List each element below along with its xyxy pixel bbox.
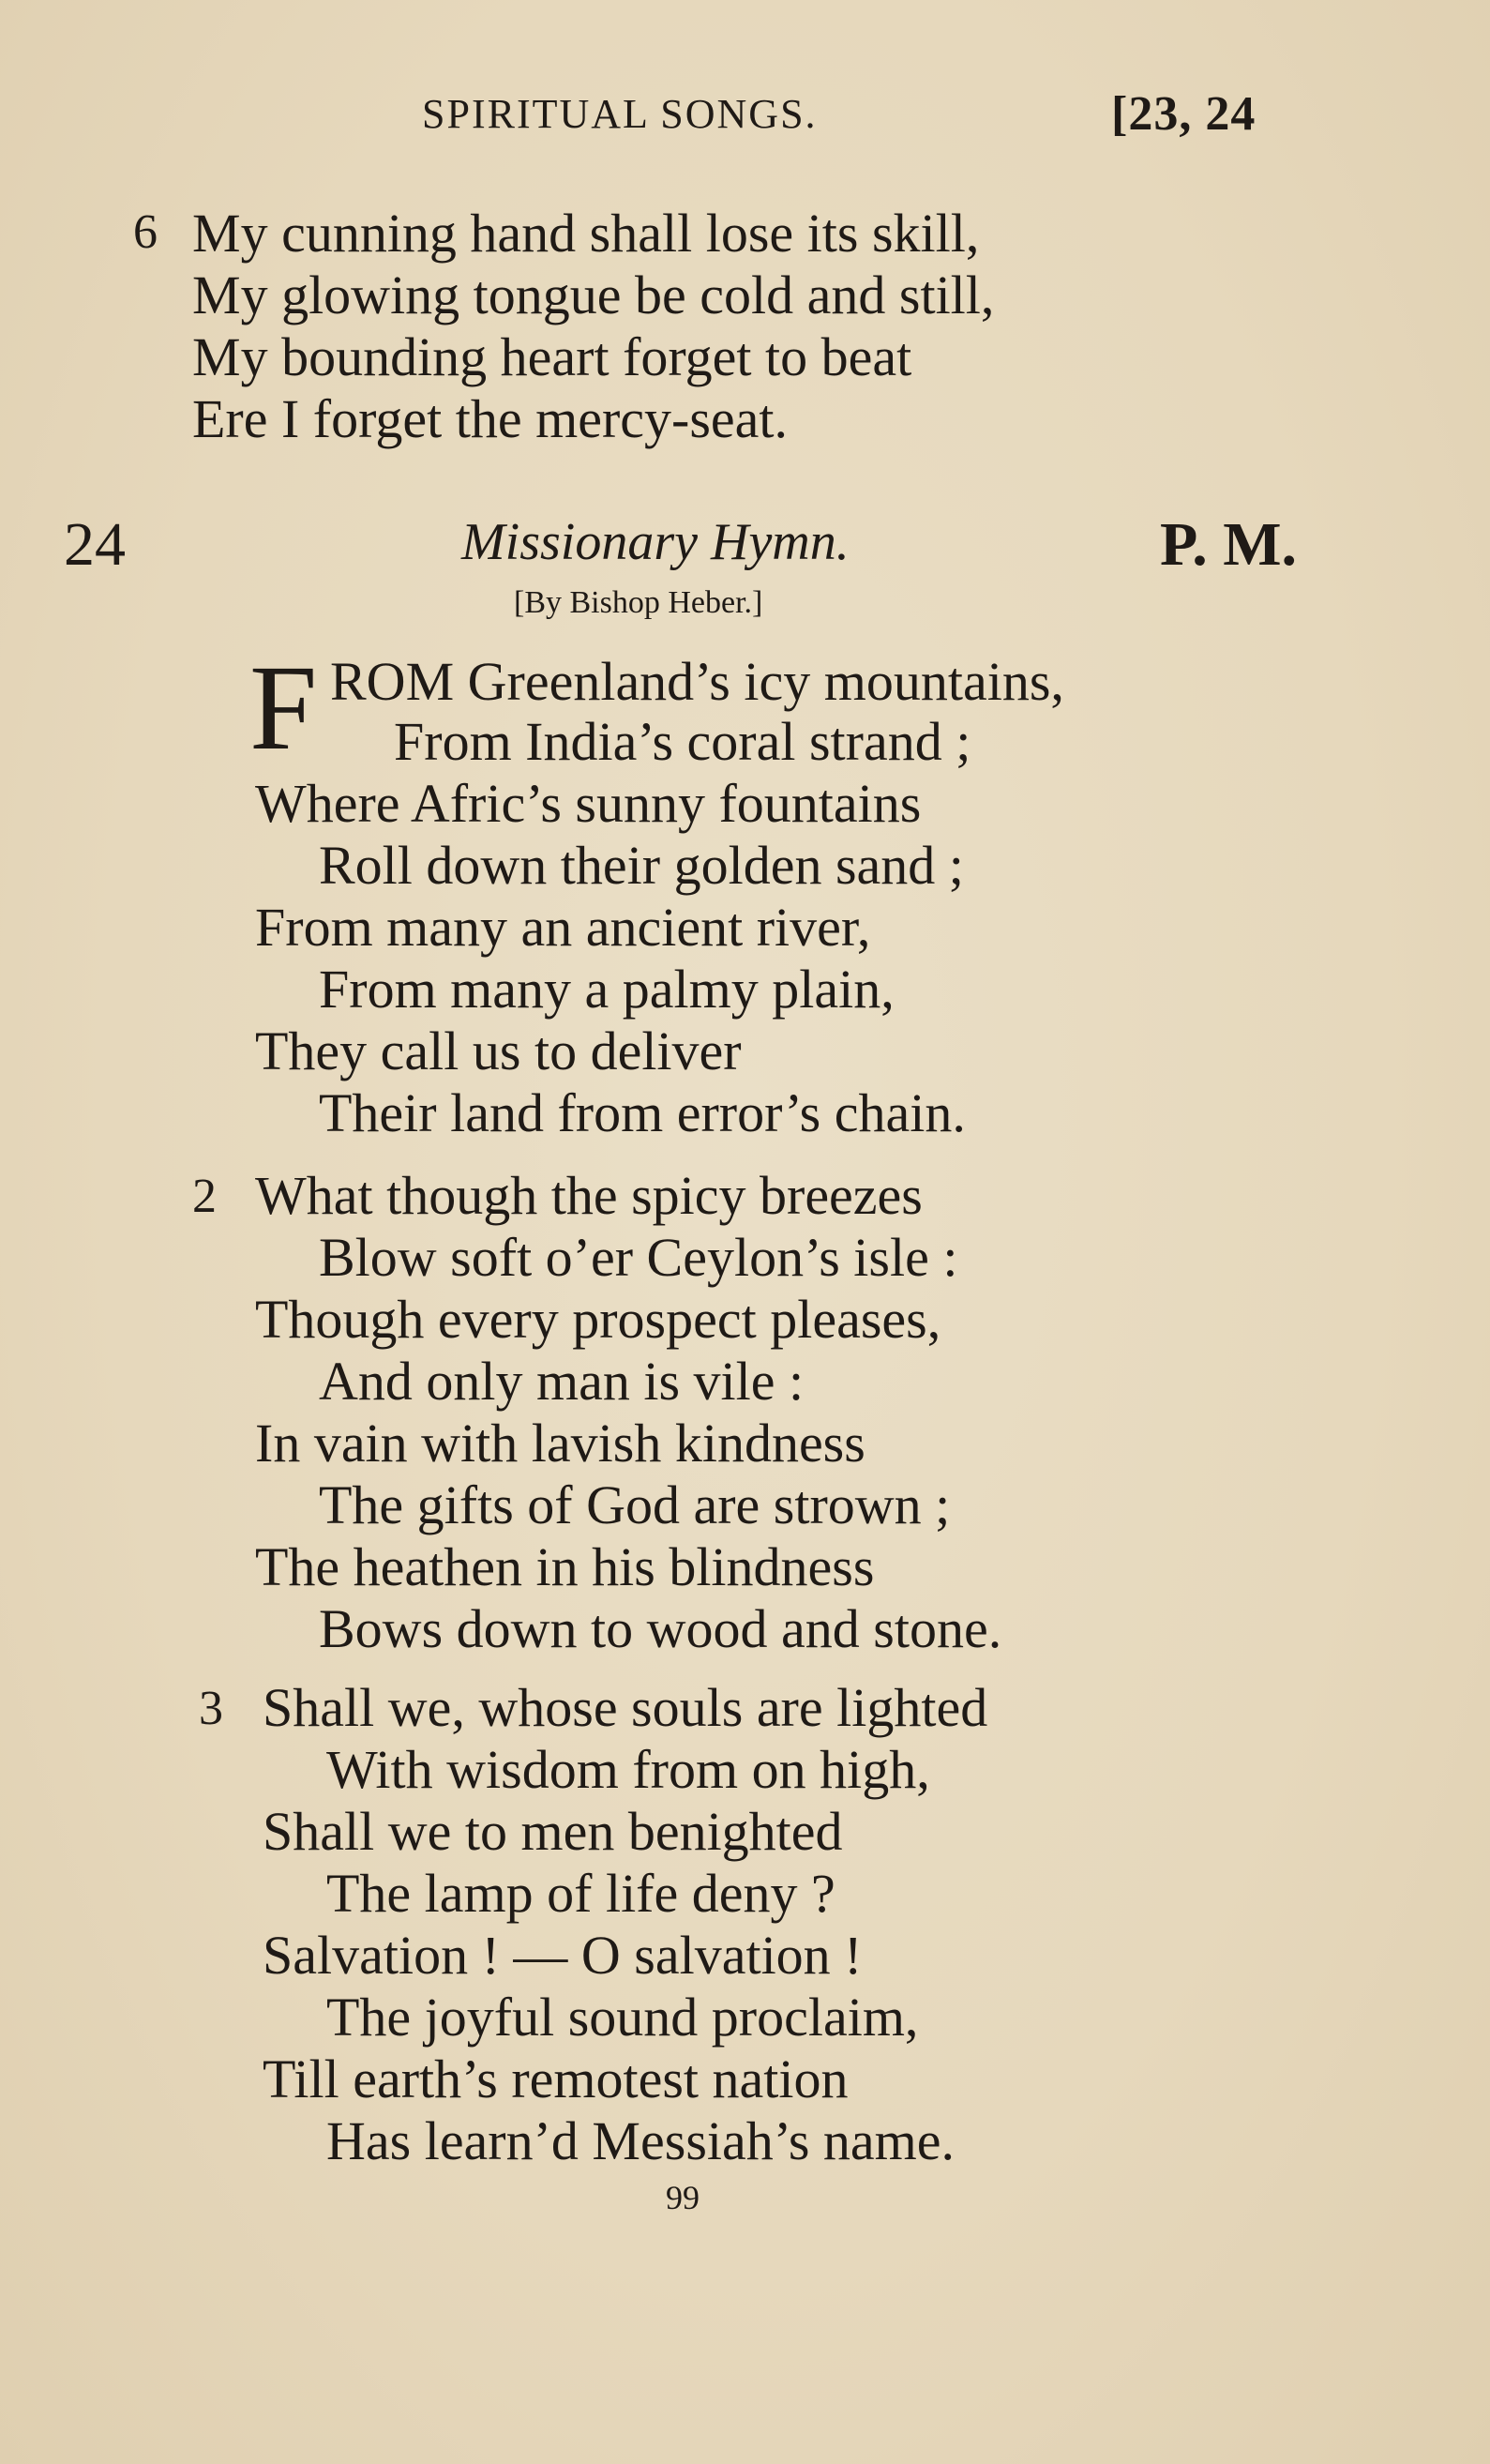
- verse-line: Has learn’d Messiah’s name.: [326, 2110, 956, 2171]
- verse-line: From many a palmy plain,: [319, 959, 895, 1020]
- verse-line: In vain with lavish kindness: [255, 1413, 865, 1474]
- verse-line: The joyful sound proclaim,: [326, 1987, 919, 2048]
- verse-line: Till earth’s remotest nation: [263, 2048, 849, 2109]
- verse-line: The lamp of life deny ?: [326, 1863, 835, 1924]
- hymn-number: 24: [64, 510, 126, 579]
- verse-line: Shall we, whose souls are lighted: [263, 1677, 988, 1738]
- verse-number: 3: [199, 1682, 223, 1735]
- verse-line: With wisdom from on high,: [326, 1739, 930, 1800]
- verse-line: From India’s coral strand ;: [394, 711, 971, 772]
- hymn-attribution: [By Bishop Heber.]: [514, 585, 763, 620]
- verse-line: My cunning hand shall lose its skill,: [192, 203, 980, 264]
- drop-cap: F: [249, 641, 318, 776]
- verse-line: Blow soft o’er Ceylon’s isle :: [319, 1227, 958, 1288]
- verse-line: From many an ancient river,: [255, 897, 871, 958]
- verse-line: My glowing tongue be cold and still,: [192, 265, 995, 325]
- verse-number: 6: [133, 205, 158, 259]
- verse-line: Though every prospect pleases,: [255, 1289, 941, 1350]
- running-header-title: SPIRITUAL SONGS.: [422, 91, 818, 137]
- verse-line: The heathen in his blindness: [255, 1536, 875, 1597]
- verse-line: The gifts of God are strown ;: [319, 1474, 951, 1535]
- verse-line: ROM Greenland’s icy mountains,: [330, 651, 1064, 712]
- hymn-title: Missionary Hymn.: [461, 513, 850, 571]
- verse-line: And only man is vile :: [319, 1351, 805, 1412]
- verse-line: My bounding heart forget to beat: [192, 326, 912, 387]
- verse-line: Ere I forget the mercy-seat.: [192, 388, 788, 449]
- verse-line: Their land from error’s chain.: [319, 1082, 966, 1143]
- verse-line: Where Afric’s sunny fountains: [255, 773, 922, 834]
- verse-line: Roll down their golden sand ;: [319, 835, 964, 896]
- verse-line: Shall we to men benighted: [263, 1801, 843, 1862]
- verse-line: Bows down to wood and stone.: [319, 1598, 1002, 1659]
- hymn-meter: P. M.: [1160, 510, 1298, 579]
- verse-line: Salvation ! — O salvation !: [263, 1925, 863, 1986]
- running-header-hymn-range: [23, 24: [1111, 87, 1257, 141]
- verse-line: They call us to deliver: [255, 1020, 742, 1081]
- verse-line: What though the spicy breezes: [255, 1165, 923, 1226]
- verse-number: 2: [192, 1170, 217, 1223]
- page-number: 99: [666, 2179, 700, 2216]
